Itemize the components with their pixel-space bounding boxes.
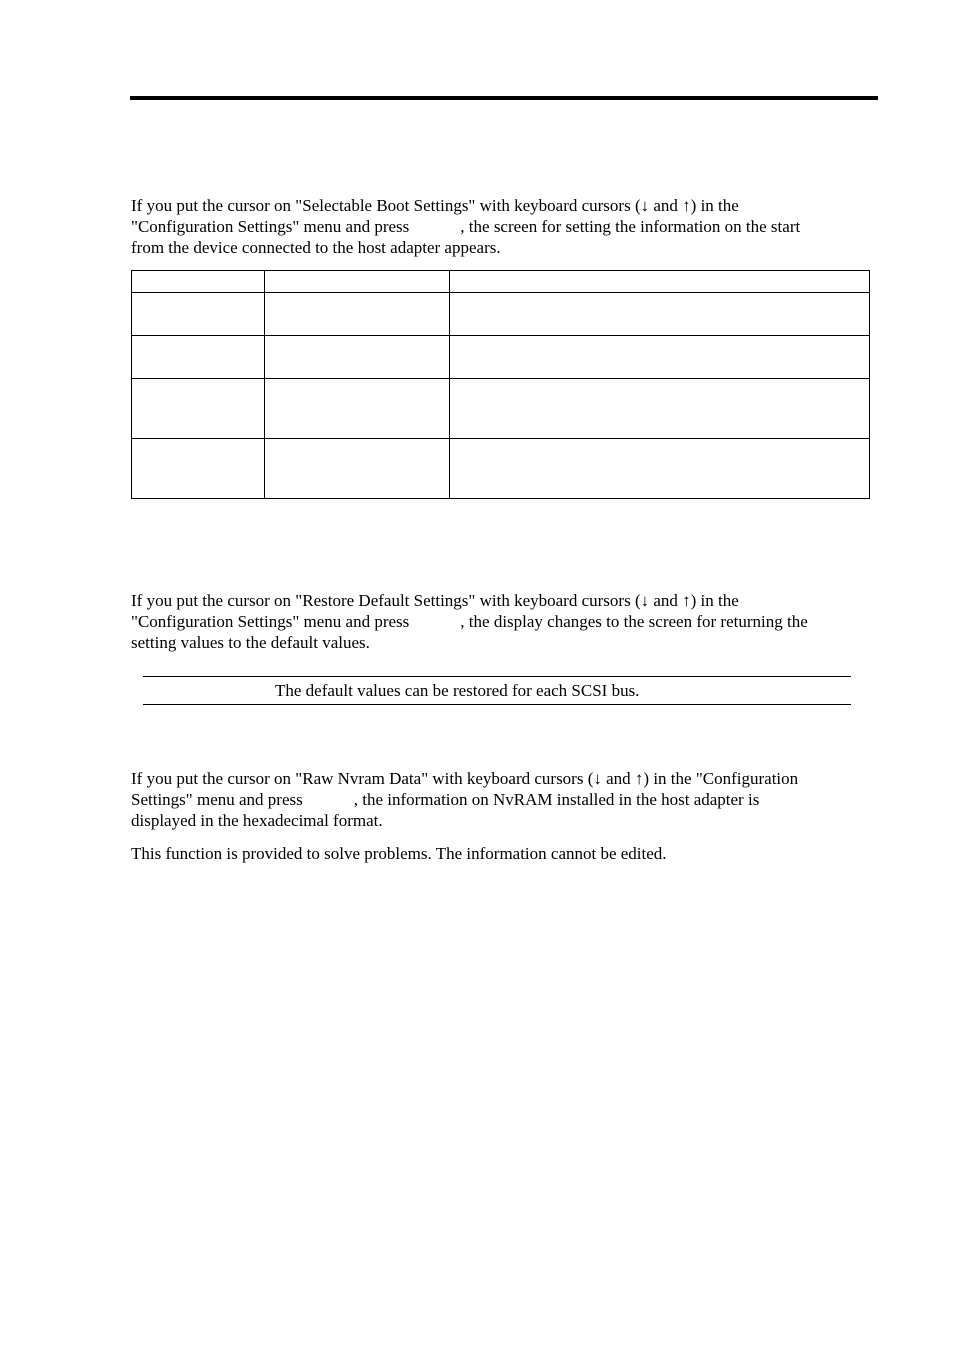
restore-default-paragraph bbox=[131, 590, 871, 653]
paragraph-line: from the device connected to the host adapter appears. bbox=[131, 238, 501, 257]
header-rule bbox=[130, 96, 878, 100]
boot-settings-table bbox=[131, 270, 870, 499]
table-cell bbox=[265, 336, 450, 379]
table-cell bbox=[265, 293, 450, 336]
table-cell bbox=[450, 271, 870, 293]
restore-note-text: The default values can be restored for each SCSI bus. bbox=[275, 681, 640, 700]
restore-note-box bbox=[143, 676, 851, 705]
table-cell bbox=[132, 379, 265, 439]
table-cell bbox=[265, 271, 450, 293]
table-cell bbox=[132, 271, 265, 293]
table-cell bbox=[132, 336, 265, 379]
table-cell bbox=[265, 439, 450, 499]
table-cell bbox=[132, 439, 265, 499]
raw-nvram-paragraph bbox=[131, 768, 871, 831]
table-row bbox=[132, 271, 870, 293]
table-cell bbox=[450, 336, 870, 379]
table-cell bbox=[132, 293, 265, 336]
table-cell bbox=[265, 379, 450, 439]
table-row bbox=[132, 439, 870, 499]
paragraph-line: Settings" menu and press , the information on NvRAM installed in the host adapter is bbox=[131, 790, 760, 809]
table-row bbox=[132, 379, 870, 439]
table-cell bbox=[450, 379, 870, 439]
table-row bbox=[132, 293, 870, 336]
paragraph-line: setting values to the default values. bbox=[131, 633, 370, 652]
paragraph-line: If you put the cursor on "Restore Default Settings" with keyboard cursors (↓ and ↑) in the bbox=[131, 591, 739, 610]
table-row bbox=[132, 336, 870, 379]
table-cell bbox=[450, 293, 870, 336]
paragraph-line: This function is provided to solve problems. The information cannot be edited. bbox=[131, 844, 667, 863]
selectable-boot-paragraph bbox=[131, 195, 871, 258]
paragraph-line: If you put the cursor on "Selectable Boot Settings" with keyboard cursors (↓ and ↑) in the bbox=[131, 196, 739, 215]
paragraph-line: "Configuration Settings" menu and press , the screen for setting the information on the start bbox=[131, 217, 801, 236]
paragraph-line: displayed in the hexadecimal format. bbox=[131, 811, 383, 830]
table-cell bbox=[450, 439, 870, 499]
raw-nvram-note bbox=[131, 843, 871, 864]
paragraph-line: If you put the cursor on "Raw Nvram Data" with keyboard cursors (↓ and ↑) in the "Configuration bbox=[131, 769, 799, 788]
paragraph-line: "Configuration Settings" menu and press , the display changes to the screen for returning the bbox=[131, 612, 808, 631]
